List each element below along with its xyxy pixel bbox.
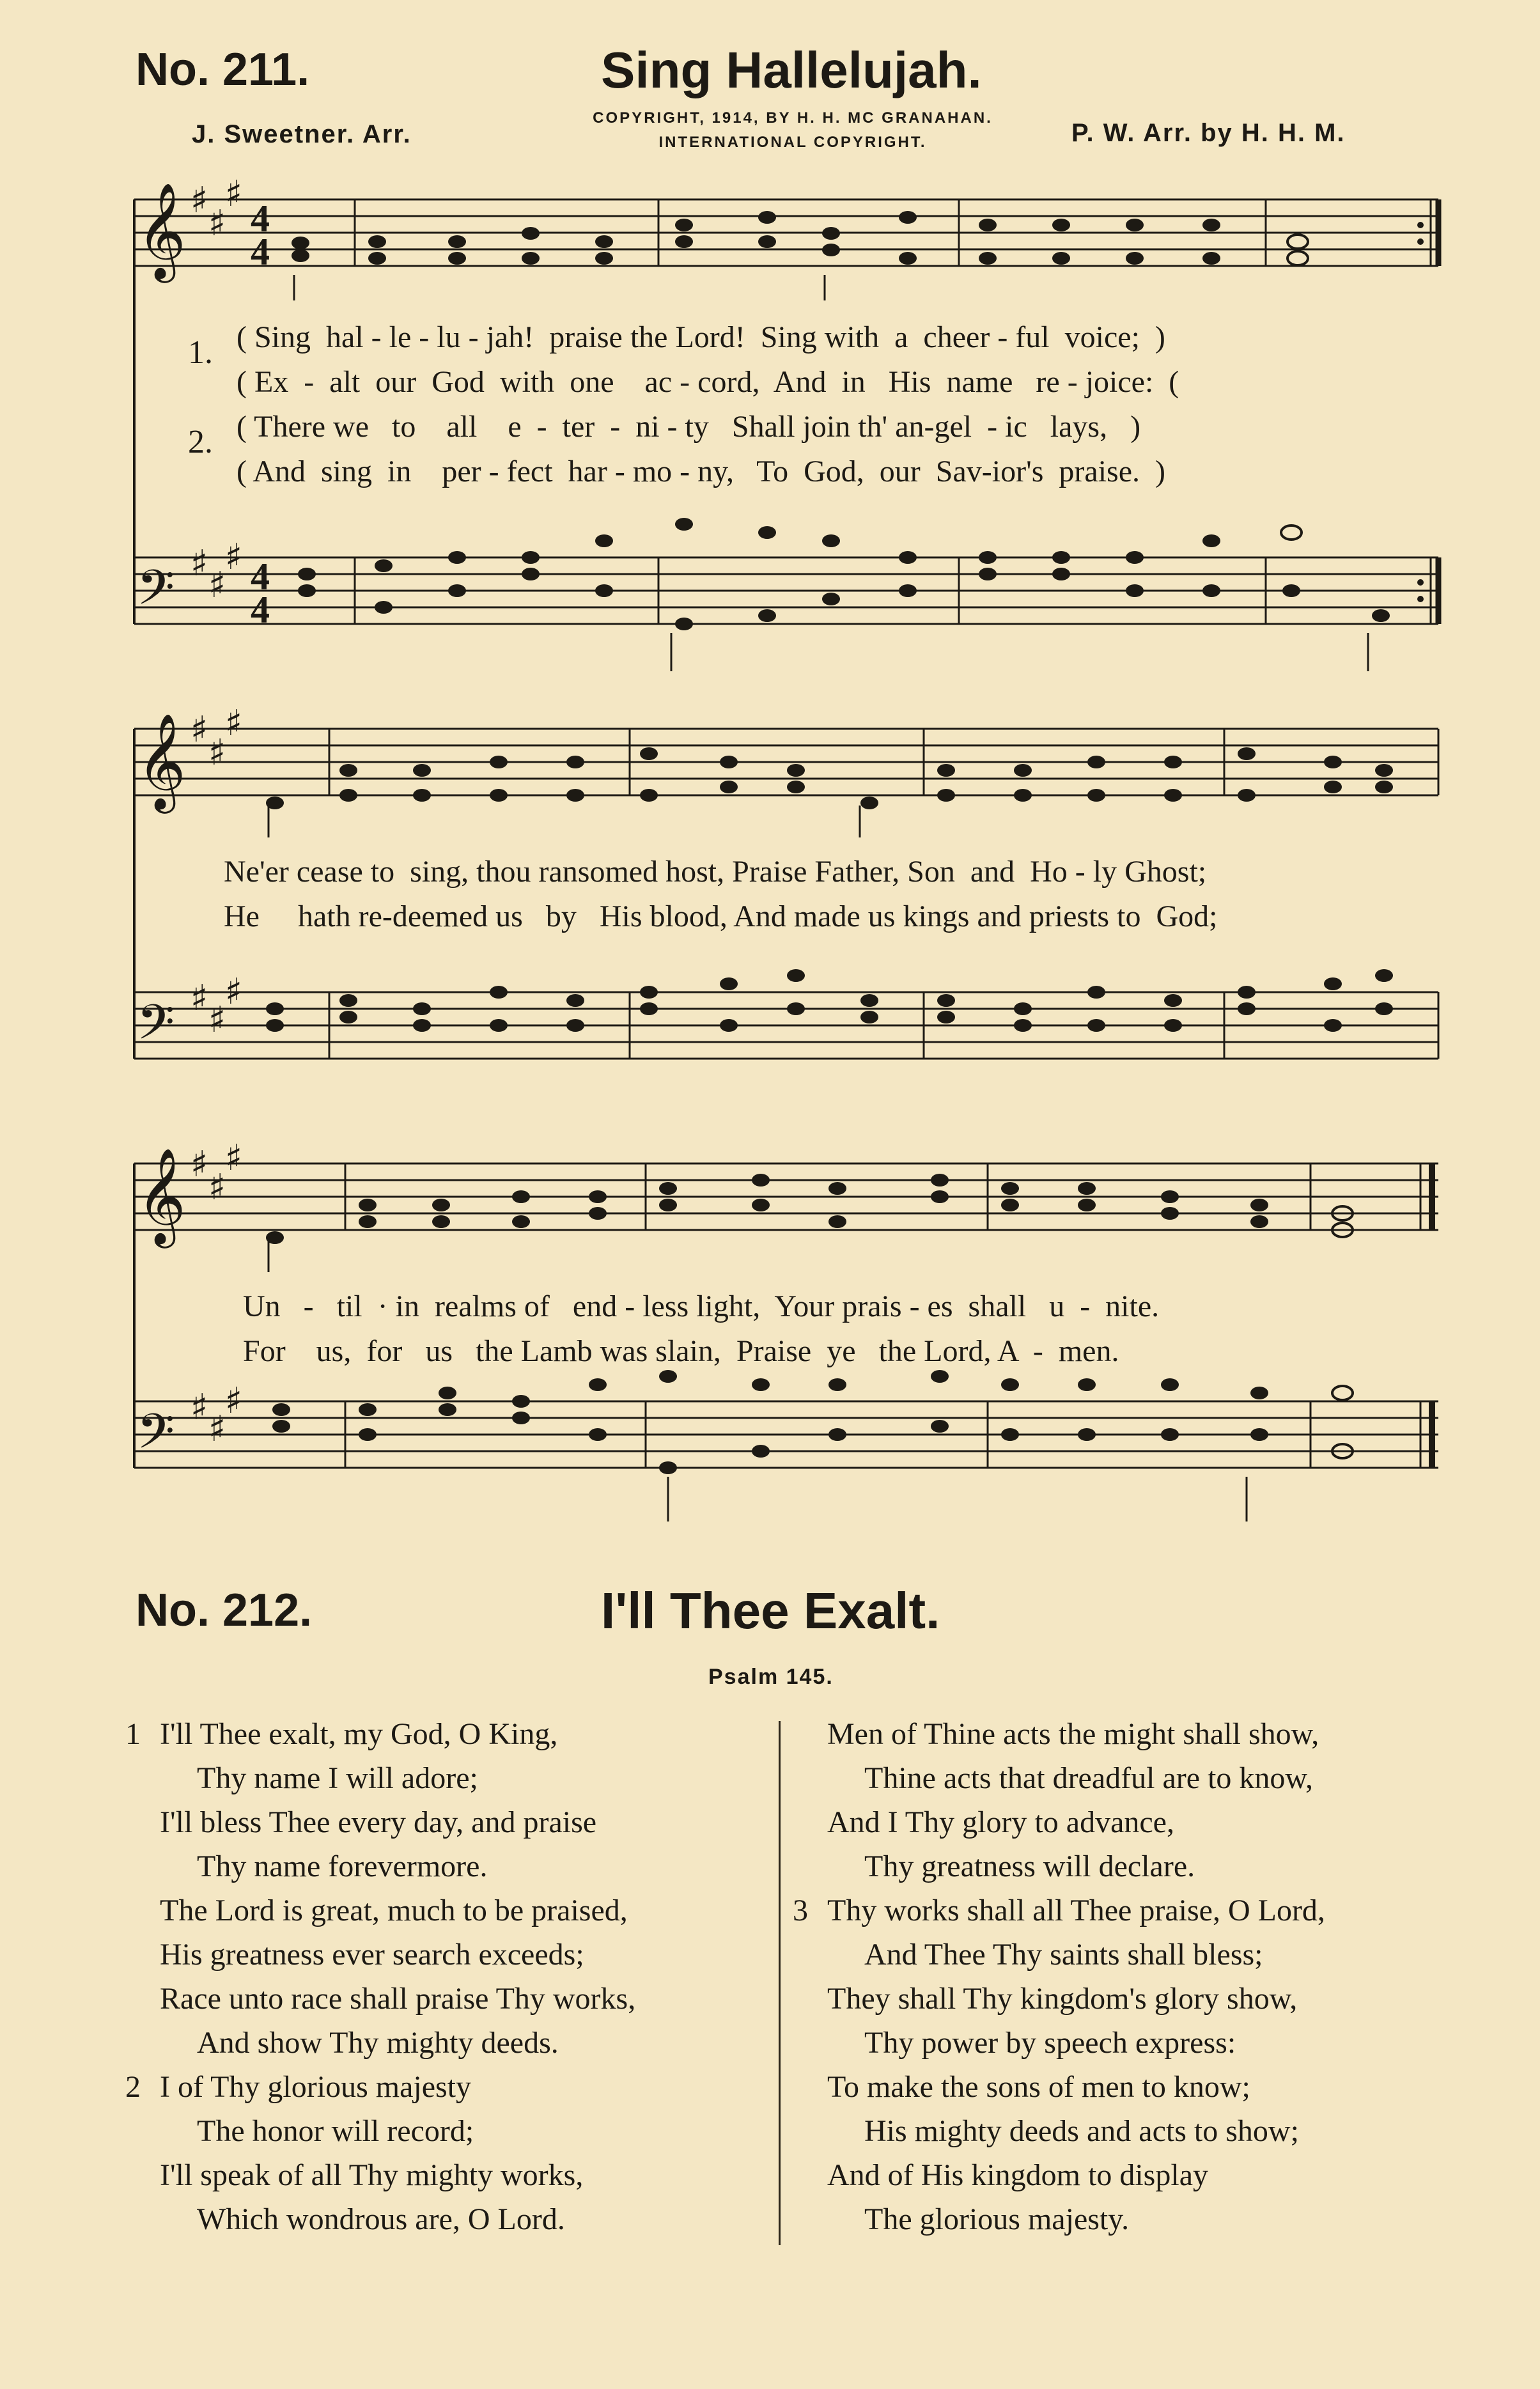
- poem-line-text: I'll bless Thee every day, and praise: [160, 1805, 597, 1839]
- svg-text:♯: ♯: [191, 1387, 208, 1428]
- treble-notes-3: [266, 1174, 1353, 1244]
- bass-clef-icon: 𝄢: [137, 559, 175, 628]
- poem-line: [125, 2197, 765, 2241]
- key-signature-sharps-icon: [191, 1137, 242, 1450]
- lyric-s1-line-1: ( Sing hal - le - lu - jah! praise the Lord! Sing with a cheer - ful voice; ): [237, 320, 1165, 354]
- words-credit: P. W. Arr. by H. H. M.: [1071, 119, 1346, 147]
- composer-credit: J. Sweetner. Arr.: [192, 120, 412, 148]
- poem-left-column: [125, 1712, 765, 2241]
- verse-number: 3: [793, 1894, 808, 1927]
- svg-text:♯: ♯: [208, 732, 226, 774]
- svg-text:♯: ♯: [208, 1408, 226, 1450]
- poem-line-text: And I Thy glory to advance,: [827, 1805, 1174, 1839]
- poem-line-text: The honor will record;: [197, 2114, 474, 2148]
- poem-line-text: I'll Thee exalt, my God, O King,: [160, 1717, 558, 1751]
- poem-line-text: His mighty deeds and acts to show;: [864, 2114, 1299, 2148]
- bass-clef-icon: 𝄢: [137, 994, 175, 1062]
- svg-text:♯: ♯: [208, 1167, 226, 1208]
- treble-notes-1: [292, 211, 1424, 265]
- svg-text:4: 4: [251, 556, 270, 598]
- column-divider: [779, 1721, 781, 2245]
- lyric-s2-line-2: He hath re-deemed us by His blood, And made us kings and priests to God;: [224, 899, 1218, 933]
- poem-line-text: Race unto race shall praise Thy works,: [160, 1982, 636, 2016]
- svg-text:♯: ♯: [191, 1144, 208, 1185]
- copyright-line-2: INTERNATIONAL COPYRIGHT.: [658, 134, 927, 151]
- bass-staff-1: [134, 557, 1438, 624]
- svg-text:♯: ♯: [208, 564, 226, 606]
- treble-clef-icon: 𝄞: [137, 712, 186, 809]
- lyric-s3-line-1: Un - til · in realms of end - less light, Your prais - es shall u - nite.: [243, 1289, 1160, 1323]
- bass-notes-3: [272, 1370, 1353, 1474]
- svg-text:♯: ♯: [208, 203, 226, 244]
- svg-text:♯: ♯: [225, 1137, 243, 1179]
- poem-line-text: Thy power by speech express:: [864, 2026, 1236, 2060]
- svg-text:♯: ♯: [191, 709, 208, 751]
- svg-text:4: 4: [251, 198, 270, 240]
- poem-line-text: Men of Thine acts the might shall show,: [827, 1717, 1319, 1751]
- verse-label-1: 1.: [188, 334, 213, 371]
- verse-number: 2: [125, 2070, 141, 2104]
- poem-line-text: Thy name I will adore;: [197, 1761, 478, 1795]
- bass-clef-icon: 𝄢: [137, 1403, 175, 1472]
- poem-line: [793, 1756, 1458, 1800]
- poem-line-text: Thy greatness will declare.: [864, 1849, 1195, 1883]
- poem-line-text: Thy works shall all Thee praise, O Lord,: [827, 1894, 1325, 1927]
- verse-label-2: 2.: [188, 424, 213, 460]
- svg-text:♯: ♯: [208, 999, 226, 1041]
- poem-line-text: His greatness ever search exceeds;: [160, 1938, 584, 1972]
- poem-line: [793, 2065, 1458, 2109]
- poem-line: [793, 1888, 1458, 1933]
- poem-line: [125, 1977, 765, 2021]
- poem-line: [125, 1888, 765, 1933]
- lyric-s1-line-3: ( There we to all e - ter - ni - ty Shall join th' an-gel - ic lays, ): [237, 410, 1141, 444]
- poem-line: [125, 1844, 765, 1888]
- poem-line: [125, 1712, 765, 1756]
- poem-line-text: And of His kingdom to display: [827, 2158, 1208, 2192]
- poem-line: [793, 1977, 1458, 2021]
- svg-text:♯: ♯: [191, 180, 208, 221]
- hymn-211-number: No. 211.: [136, 44, 310, 95]
- poem-line-text: And Thee Thy saints shall bless;: [864, 1938, 1263, 1972]
- hymn-211-title: Sing Hallelujah.: [601, 42, 982, 98]
- poem-line: [125, 2021, 765, 2065]
- treble-clef-icon: 𝄞: [137, 1147, 186, 1244]
- lyric-s1-line-4: ( And sing in per - fect har - mo - ny, To God, our Sav-ior's praise. ): [237, 455, 1166, 488]
- poem-line: [793, 1933, 1458, 1977]
- key-signature-sharps-icon: [191, 173, 242, 606]
- verse-number: 1: [125, 1717, 141, 1751]
- hymn-212-title: I'll Thee Exalt.: [601, 1582, 940, 1639]
- svg-text:♯: ♯: [191, 543, 208, 584]
- svg-text:♯: ♯: [225, 173, 243, 215]
- poem-line-text: They shall Thy kingdom's glory show,: [827, 1982, 1298, 2016]
- svg-text:♯: ♯: [225, 971, 243, 1013]
- poem-line: [793, 1712, 1458, 1756]
- copyright-line-1: COPYRIGHT, 1914, BY H. H. MC GRANAHAN.: [593, 109, 993, 127]
- hymn-212-number: No. 212.: [136, 1585, 313, 1636]
- poem-line: [793, 2197, 1458, 2241]
- poem-line-text: Which wondrous are, O Lord.: [197, 2202, 565, 2236]
- lyric-s1-line-2: ( Ex - alt our God with one ac - cord, And in His name re - joice: (: [237, 365, 1179, 399]
- svg-text:♯: ♯: [225, 703, 243, 744]
- bass-staff-3: [134, 1401, 1438, 1468]
- poem-line: [125, 2109, 765, 2153]
- poem-line: [125, 2153, 765, 2197]
- poem-line-text: Thine acts that dreadful are to know,: [864, 1761, 1313, 1795]
- treble-clef-icon: 𝄞: [137, 182, 186, 279]
- svg-text:♯: ♯: [225, 536, 243, 578]
- lyric-s2-line-1: Ne'er cease to sing, thou ransomed host, Praise Father, Son and Ho - ly Ghost;: [224, 855, 1207, 889]
- hymn-212-subtitle: Psalm 145.: [708, 1665, 834, 1689]
- poem-line-text: To make the sons of men to know;: [827, 2070, 1250, 2104]
- svg-text:4: 4: [251, 589, 270, 631]
- poem-line: [125, 2065, 765, 2109]
- treble-staff-1: [134, 199, 1438, 266]
- poem-line-text: I'll speak of all Thy mighty works,: [160, 2158, 584, 2192]
- svg-text:4: 4: [251, 231, 270, 273]
- poem-line: [793, 1800, 1458, 1844]
- poem-line: [793, 1844, 1458, 1888]
- svg-text:♯: ♯: [191, 977, 208, 1019]
- poem-line-text: Thy name forevermore.: [197, 1849, 488, 1883]
- poem-line-text: The Lord is great, much to be praised,: [160, 1894, 628, 1927]
- poem-line: [125, 1800, 765, 1844]
- poem-line: [125, 1933, 765, 1977]
- music-system-2: [0, 690, 1540, 1100]
- poem-line: [793, 2109, 1458, 2153]
- poem-line-text: I of Thy glorious majesty: [160, 2070, 472, 2104]
- lyric-s3-line-2: For us, for us the Lamb was slain, Praise ye the Lord, A - men.: [243, 1334, 1119, 1368]
- treble-staff-3: [134, 1163, 1438, 1230]
- poem-line-text: And show Thy mighty deeds.: [197, 2026, 559, 2060]
- poem-line: [125, 1756, 765, 1800]
- poem-line-text: The glorious majesty.: [864, 2202, 1130, 2236]
- poem-right-column: [793, 1712, 1458, 2241]
- poem-line: [793, 2021, 1458, 2065]
- poem-line: [793, 2153, 1458, 2197]
- svg-text:♯: ♯: [225, 1380, 243, 1422]
